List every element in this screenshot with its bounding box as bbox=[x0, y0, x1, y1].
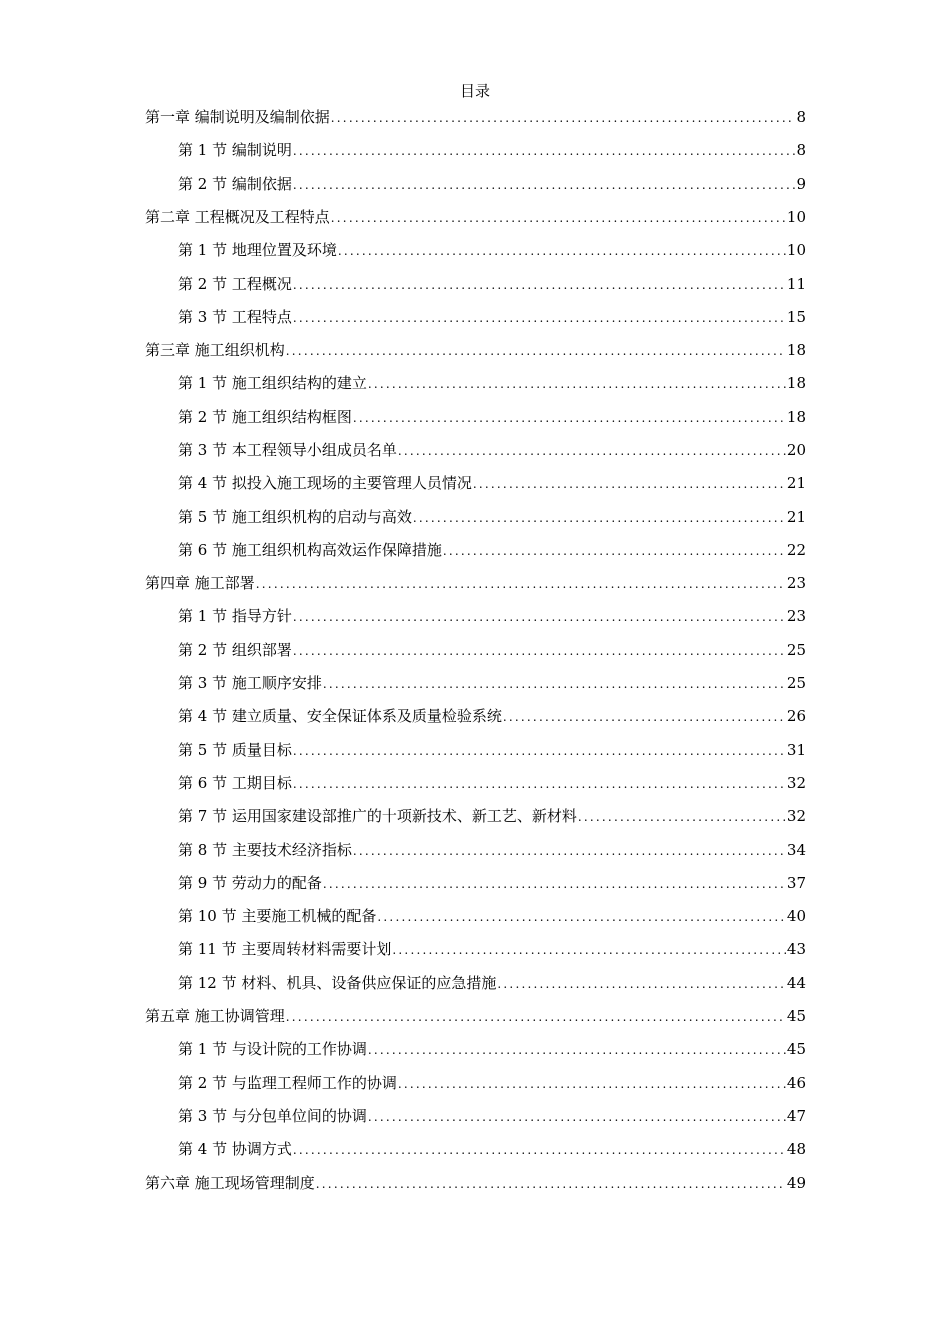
toc-entry-label: 第 4 节 建立质量、安全保证体系及质量检验系统 bbox=[178, 707, 502, 725]
toc-dot-leader bbox=[473, 473, 786, 495]
toc-page-number: 32 bbox=[786, 774, 806, 792]
toc-entry-label: 第 12 节 材料、机具、设备供应保证的应急措施 bbox=[178, 974, 497, 992]
toc-page-number: 21 bbox=[786, 508, 806, 526]
toc-section-entry[interactable] bbox=[0, 439, 806, 461]
toc-page-number: 9 bbox=[796, 175, 806, 193]
toc-dot-leader bbox=[293, 307, 786, 329]
toc-page-number: 45 bbox=[786, 1007, 806, 1025]
toc-section-entry[interactable] bbox=[0, 1038, 806, 1060]
toc-dot-leader bbox=[286, 1006, 786, 1028]
toc-dot-leader bbox=[316, 1173, 786, 1195]
toc-entry-label: 第 2 节 编制依据 bbox=[178, 175, 292, 193]
toc-dot-leader bbox=[368, 1039, 786, 1061]
toc-page-number: 25 bbox=[786, 674, 806, 692]
toc-page-number: 32 bbox=[786, 807, 806, 825]
toc-entry-label: 第四章 施工部署 bbox=[145, 574, 255, 592]
toc-section-entry[interactable] bbox=[0, 805, 806, 827]
toc-entry-label: 第 2 节 工程概况 bbox=[178, 275, 292, 293]
toc-section-entry[interactable] bbox=[0, 372, 806, 394]
toc-page-number: 31 bbox=[786, 741, 806, 759]
toc-dot-leader bbox=[286, 340, 786, 362]
toc-chapter-entry[interactable] bbox=[0, 206, 806, 228]
toc-entry-label: 第三章 施工组织机构 bbox=[145, 341, 285, 359]
toc-dot-leader bbox=[331, 207, 786, 229]
toc-entry-label: 第 2 节 与监理工程师工作的协调 bbox=[178, 1074, 397, 1092]
toc-page-number: 20 bbox=[786, 441, 806, 459]
toc-entry-label: 第 3 节 工程特点 bbox=[178, 308, 292, 326]
toc-page-number: 10 bbox=[786, 208, 806, 226]
toc-section-entry[interactable] bbox=[0, 173, 806, 195]
toc-section-entry[interactable] bbox=[0, 872, 806, 894]
toc-section-entry[interactable] bbox=[0, 605, 806, 627]
toc-dot-leader bbox=[398, 1073, 786, 1095]
toc-section-entry[interactable] bbox=[0, 672, 806, 694]
toc-page-number: 21 bbox=[786, 474, 806, 492]
toc-chapter-entry[interactable] bbox=[0, 1172, 806, 1194]
toc-dot-leader bbox=[293, 1139, 786, 1161]
toc-section-entry[interactable] bbox=[0, 938, 806, 960]
toc-entry-label: 第 5 节 施工组织机构的启动与高效 bbox=[178, 508, 412, 526]
toc-entry-label: 第 1 节 编制说明 bbox=[178, 141, 292, 159]
toc-section-entry[interactable] bbox=[0, 972, 806, 994]
toc-page-number: 23 bbox=[786, 574, 806, 592]
toc-section-entry[interactable] bbox=[0, 739, 806, 761]
toc-section-entry[interactable] bbox=[0, 273, 806, 295]
toc-entry-label: 第 6 节 工期目标 bbox=[178, 774, 292, 792]
toc-page-number: 43 bbox=[786, 940, 806, 958]
toc-entry-label: 第 2 节 组织部署 bbox=[178, 641, 292, 659]
toc-dot-leader bbox=[293, 640, 786, 662]
toc-page-number: 8 bbox=[796, 108, 806, 126]
toc-entry-label: 第 4 节 协调方式 bbox=[178, 1140, 292, 1158]
toc-section-entry[interactable] bbox=[0, 506, 806, 528]
toc-dot-leader bbox=[578, 806, 786, 828]
toc-chapter-entry[interactable] bbox=[0, 1005, 806, 1027]
toc-section-entry[interactable] bbox=[0, 839, 806, 861]
toc-chapter-entry[interactable] bbox=[0, 106, 806, 128]
toc-entry-label: 第 3 节 本工程领导小组成员名单 bbox=[178, 441, 397, 459]
toc-page-number: 18 bbox=[786, 341, 806, 359]
toc-dot-leader bbox=[368, 373, 786, 395]
toc-page-number: 46 bbox=[786, 1074, 806, 1092]
toc-title: 目录 bbox=[459, 82, 490, 100]
toc-entry-label: 第 1 节 与设计院的工作协调 bbox=[178, 1040, 367, 1058]
toc-page-number: 18 bbox=[786, 374, 806, 392]
toc-entry-label: 第 5 节 质量目标 bbox=[178, 741, 292, 759]
toc-page-number: 49 bbox=[786, 1174, 806, 1192]
toc-dot-leader bbox=[368, 1106, 786, 1128]
toc-chapter-entry[interactable] bbox=[0, 339, 806, 361]
toc-dot-leader bbox=[353, 840, 786, 862]
toc-entry-label: 第 7 节 运用国家建设部推广的十项新技术、新工艺、新材料 bbox=[178, 807, 577, 825]
toc-entry-label: 第一章 编制说明及编制依据 bbox=[145, 108, 330, 126]
toc-dot-leader bbox=[398, 440, 786, 462]
toc-dot-leader bbox=[377, 906, 786, 928]
toc-entry-label: 第 3 节 与分包单位间的协调 bbox=[178, 1107, 367, 1125]
toc-page-number: 40 bbox=[786, 907, 806, 925]
toc-page-number: 25 bbox=[786, 641, 806, 659]
toc-section-entry[interactable] bbox=[0, 705, 806, 727]
toc-section-entry[interactable] bbox=[0, 1072, 806, 1094]
toc-dot-leader bbox=[497, 973, 786, 995]
toc-chapter-entry[interactable] bbox=[0, 572, 806, 594]
toc-page-number: 44 bbox=[786, 974, 806, 992]
toc-page-number: 11 bbox=[786, 275, 806, 293]
toc-dot-leader bbox=[353, 407, 786, 429]
toc-dot-leader bbox=[293, 140, 796, 162]
toc-dot-leader bbox=[331, 107, 796, 129]
toc-page-number: 45 bbox=[786, 1040, 806, 1058]
toc-page-number: 18 bbox=[786, 408, 806, 426]
toc-section-entry[interactable] bbox=[0, 905, 806, 927]
toc-dot-leader bbox=[443, 540, 786, 562]
toc-dot-leader bbox=[413, 507, 786, 529]
toc-section-entry[interactable] bbox=[0, 472, 806, 494]
toc-entry-label: 第 1 节 施工组织结构的建立 bbox=[178, 374, 367, 392]
toc-page-number: 47 bbox=[786, 1107, 806, 1125]
toc-entry-label: 第 3 节 施工顺序安排 bbox=[178, 674, 322, 692]
toc-dot-leader bbox=[293, 740, 786, 762]
toc-dot-leader bbox=[293, 174, 796, 196]
toc-page-number: 34 bbox=[786, 841, 806, 859]
toc-dot-leader bbox=[293, 606, 786, 628]
toc-section-entry[interactable] bbox=[0, 1138, 806, 1160]
toc-dot-leader bbox=[392, 939, 786, 961]
toc-dot-leader bbox=[323, 873, 786, 895]
toc-entry-label: 第 9 节 劳动力的配备 bbox=[178, 874, 322, 892]
toc-section-entry[interactable] bbox=[0, 306, 806, 328]
toc-dot-leader bbox=[503, 706, 786, 728]
toc-section-entry[interactable] bbox=[0, 639, 806, 661]
toc-page-number: 23 bbox=[786, 607, 806, 625]
toc-entry-label: 第 11 节 主要周转材料需要计划 bbox=[178, 940, 392, 958]
toc-entry-label: 第 4 节 拟投入施工现场的主要管理人员情况 bbox=[178, 474, 472, 492]
toc-entry-label: 第 8 节 主要技术经济指标 bbox=[178, 841, 352, 859]
toc-entry-label: 第五章 施工协调管理 bbox=[145, 1007, 285, 1025]
toc-dot-leader bbox=[256, 573, 786, 595]
toc-section-entry[interactable] bbox=[0, 772, 806, 794]
toc-entry-label: 第 2 节 施工组织结构框图 bbox=[178, 408, 352, 426]
toc-dot-leader bbox=[293, 274, 786, 296]
toc-page-number: 10 bbox=[786, 241, 806, 259]
toc-page-number: 26 bbox=[786, 707, 806, 725]
toc-page-number: 48 bbox=[786, 1140, 806, 1158]
toc-entry-label: 第二章 工程概况及工程特点 bbox=[145, 208, 330, 226]
toc-section-entry[interactable] bbox=[0, 139, 806, 161]
toc-dot-leader bbox=[338, 240, 786, 262]
toc-entry-label: 第六章 施工现场管理制度 bbox=[145, 1174, 315, 1192]
toc-section-entry[interactable] bbox=[0, 539, 806, 561]
toc-dot-leader bbox=[293, 773, 786, 795]
toc-section-entry[interactable] bbox=[0, 239, 806, 261]
toc-section-entry[interactable] bbox=[0, 1105, 806, 1127]
toc-entry-label: 第 1 节 地理位置及环境 bbox=[178, 241, 337, 259]
toc-entry-label: 第 10 节 主要施工机械的配备 bbox=[178, 907, 377, 925]
toc-section-entry[interactable] bbox=[0, 406, 806, 428]
toc-page-number: 37 bbox=[786, 874, 806, 892]
toc-entry-label: 第 6 节 施工组织机构高效运作保障措施 bbox=[178, 541, 442, 559]
toc-page-number: 15 bbox=[786, 308, 806, 326]
toc-dot-leader bbox=[323, 673, 786, 695]
toc-page-number: 8 bbox=[796, 141, 806, 159]
toc-page-number: 22 bbox=[786, 541, 806, 559]
toc-entry-label: 第 1 节 指导方针 bbox=[178, 607, 292, 625]
